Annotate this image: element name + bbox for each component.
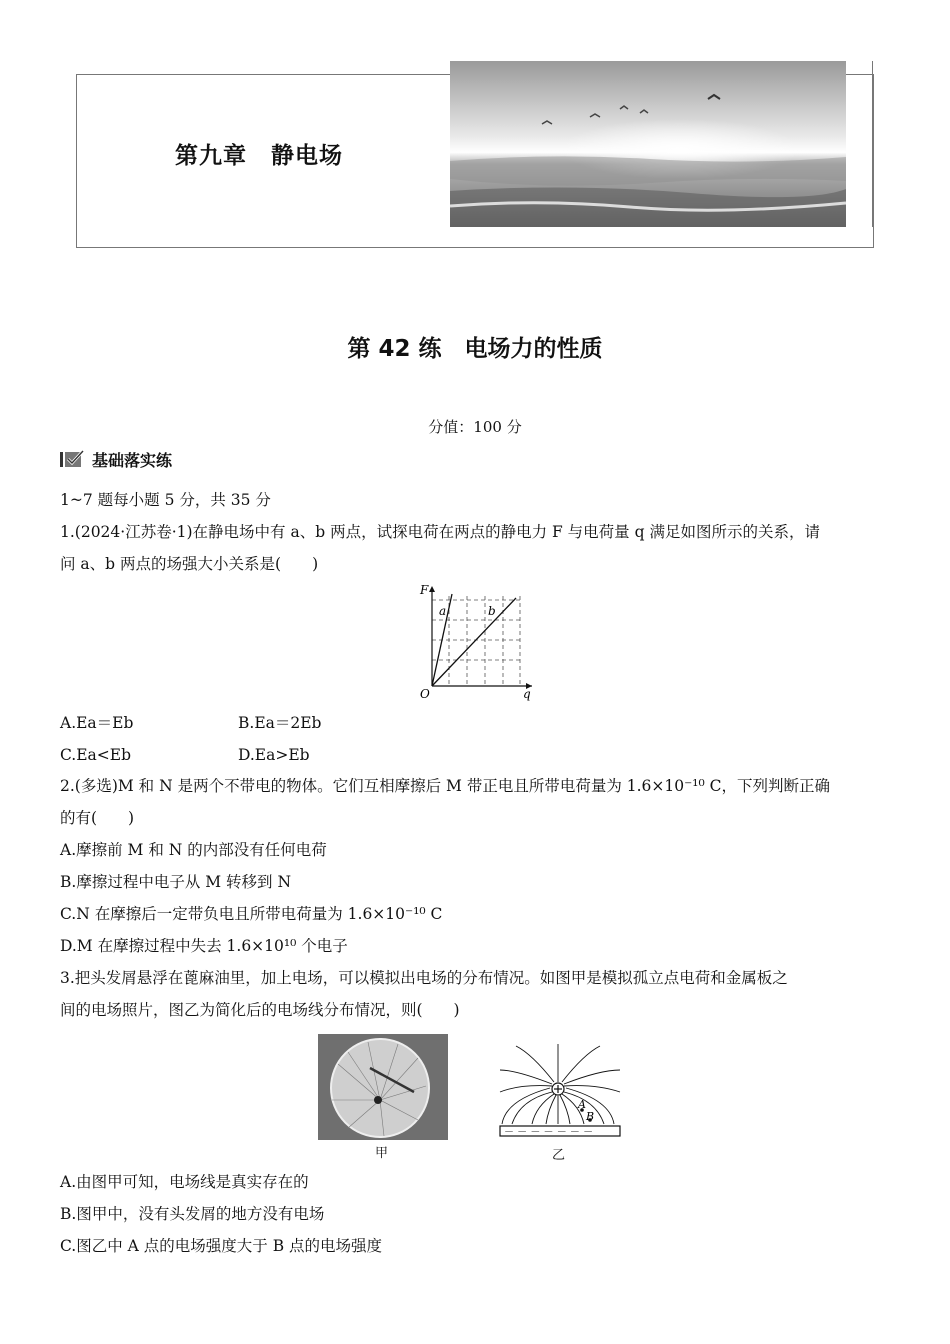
graph-line-a-label: a bbox=[439, 604, 447, 618]
q1-stem-line1: 1.(2024·江苏卷·1)在静电场中有 a、b 两点，试探电荷在两点的静电力 F 与电荷量 q 满足如图所示的关系，请 bbox=[60, 523, 820, 541]
sea-banner-image bbox=[450, 61, 846, 227]
q1-option-b[interactable]: B.Ea＝2Eb bbox=[238, 714, 322, 732]
header-right-rule bbox=[872, 61, 873, 227]
checkmark-icon bbox=[60, 450, 86, 468]
q1-option-a[interactable]: A.Ea＝Eb bbox=[60, 714, 134, 732]
q3-stem-line2: 间的电场照片，图乙为简化后的电场线分布情况，则( ) bbox=[60, 1001, 460, 1019]
q3-stem-line1: 3.把头发屑悬浮在蓖麻油里，加上电场，可以模拟出电场的分布情况。如图甲是模拟孤立点电荷和金属板之 bbox=[60, 969, 788, 987]
q2-option-d[interactable]: D.M 在摩擦过程中失去 1.6×10¹⁰ 个电子 bbox=[60, 937, 348, 955]
q3-field-line-diagram bbox=[496, 1040, 624, 1142]
q3-fig-left-caption: 甲 bbox=[375, 1146, 389, 1161]
point-a-label: A bbox=[578, 1098, 586, 1111]
q1-stem-line2: 问 a、b 两点的场强大小关系是( ) bbox=[60, 555, 319, 573]
graph-origin: O bbox=[420, 687, 430, 701]
graph-y-label: F bbox=[420, 583, 429, 597]
q3-option-a[interactable]: A.由图甲可知，电场线是真实存在的 bbox=[60, 1173, 309, 1191]
score-note: 分值：100 分 bbox=[428, 418, 522, 436]
q2-option-b[interactable]: B.摩擦过程中电子从 M 转移到 N bbox=[60, 873, 292, 891]
graph-line-b-label: b bbox=[488, 604, 496, 618]
section-title: 基础落实练 bbox=[92, 450, 173, 470]
chapter-title: 第九章 静电场 bbox=[175, 143, 343, 169]
q2-stem-line2: 的有( ) bbox=[60, 809, 135, 827]
points-note: 1~7 题每小题 5 分，共 35 分 bbox=[60, 491, 271, 509]
point-b-label: B bbox=[586, 1110, 595, 1123]
q2-option-a[interactable]: A.摩擦前 M 和 N 的内部没有任何电荷 bbox=[60, 841, 327, 859]
q3-fig-right-caption: 乙 bbox=[552, 1148, 566, 1163]
q2-stem-line1: 2.(多选)M 和 N 是两个不带电的物体。它们互相摩擦后 M 带正电且所带电荷量为 1.6×10⁻¹⁰ C，下列判断正确 bbox=[60, 777, 831, 795]
section-heading bbox=[60, 448, 172, 470]
q3-photo-figure bbox=[318, 1034, 448, 1140]
q3-option-c[interactable]: C.图乙中 A 点的电场强度大于 B 点的电场强度 bbox=[60, 1237, 383, 1255]
graph-x-label: q bbox=[523, 687, 531, 701]
q2-option-c[interactable]: C.N 在摩擦后一定带负电且所带电荷量为 1.6×10⁻¹⁰ C bbox=[60, 905, 443, 923]
lesson-title: 第 42 练 电场力的性质 bbox=[347, 336, 603, 362]
plate-negative-marks: － － － － － － － bbox=[504, 1127, 594, 1138]
q1-force-charge-graph bbox=[410, 582, 540, 702]
q3-option-b[interactable]: B.图甲中，没有头发屑的地方没有电场 bbox=[60, 1205, 325, 1223]
q1-option-d[interactable]: D.Ea>Eb bbox=[238, 746, 310, 764]
q1-option-c[interactable]: C.Ea<Eb bbox=[60, 746, 132, 764]
